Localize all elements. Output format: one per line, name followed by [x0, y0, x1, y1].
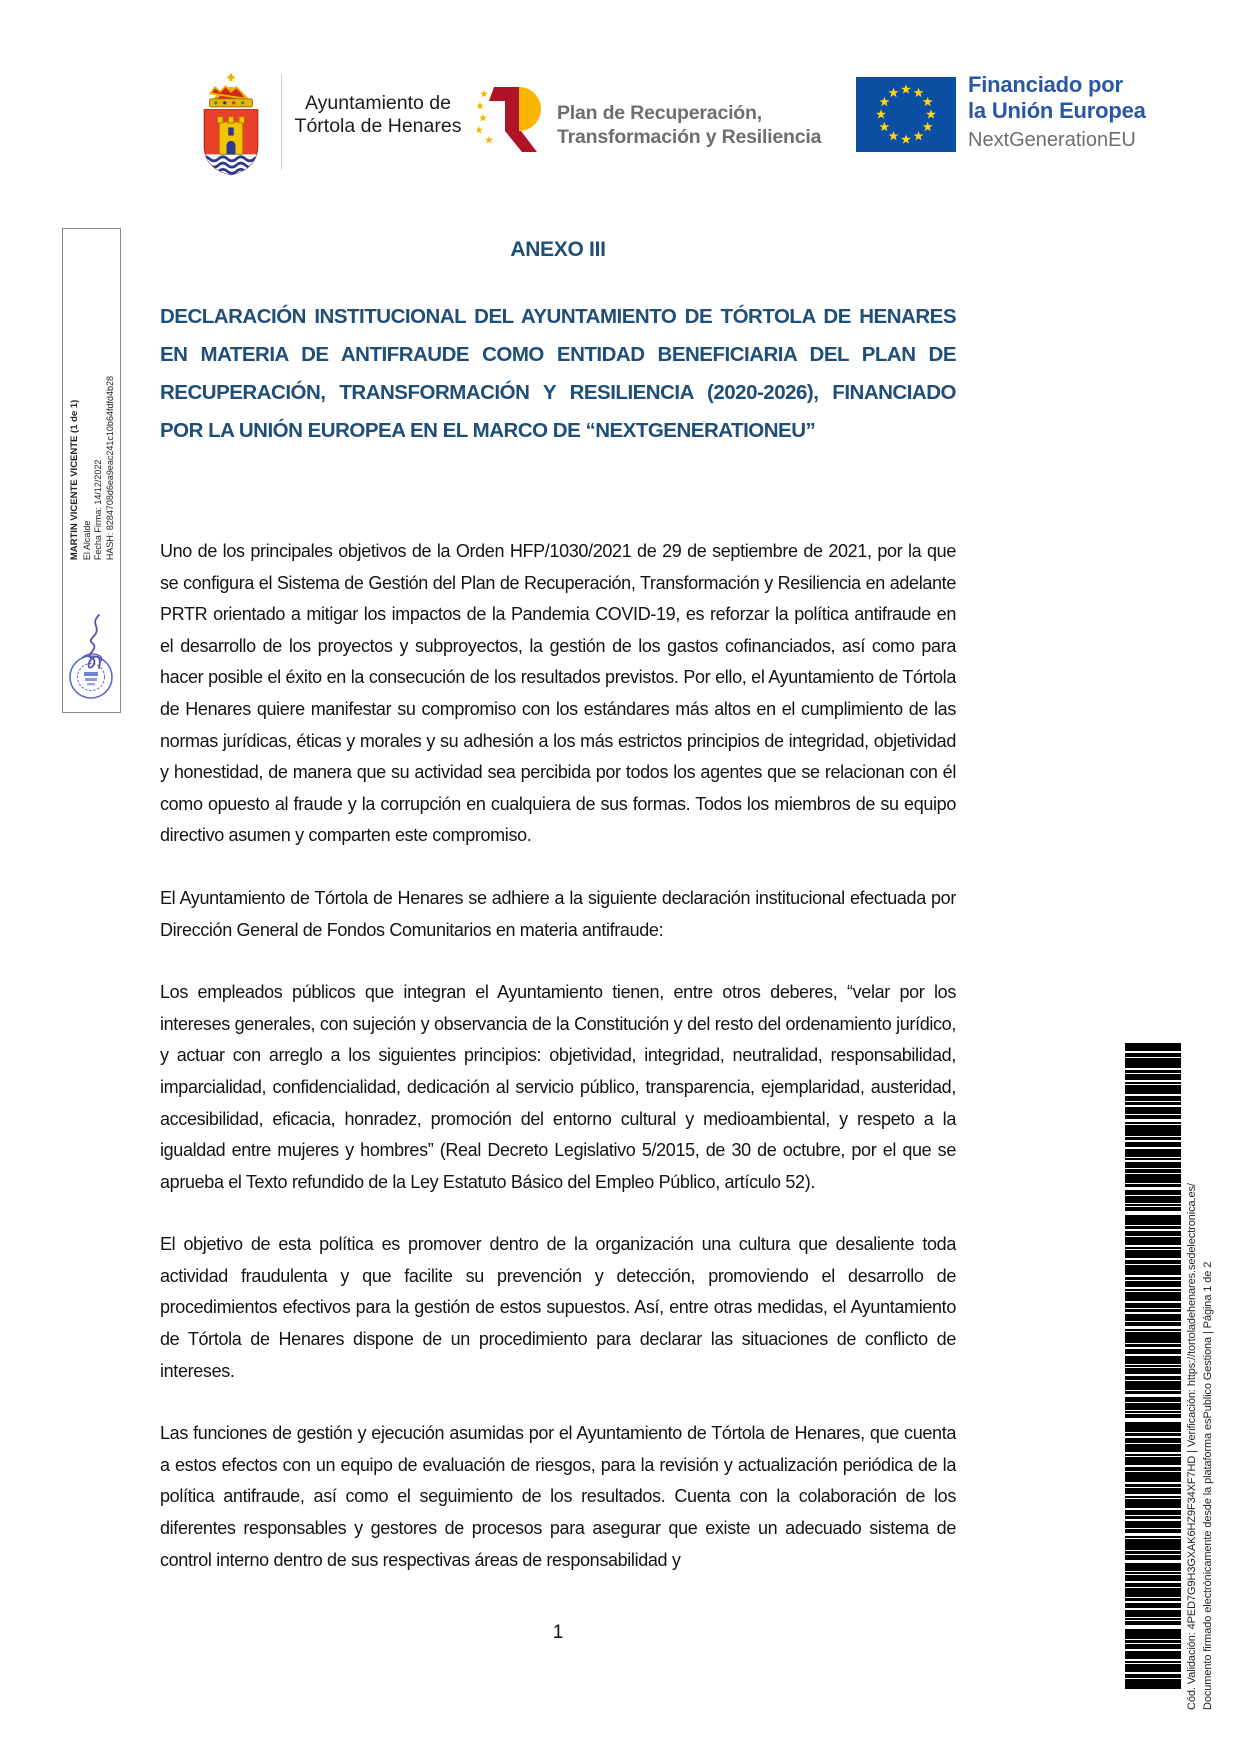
document-paragraphs	[160, 536, 956, 1576]
signer-name: MARTIN VICENTE VICENTE (1 de 1)	[69, 399, 80, 560]
platform-line: Documento firmado electrónicamente desde la plataforma esPublico Gestiona | Página 1 de 2	[1202, 1261, 1214, 1710]
paragraph-5: Las funciones de gestión y ejecución asumidas por el Ayuntamiento de Tórtola de Henares, que cuenta a estos efectos con un equipo de evaluación de riesgos, para la revisión y actualización periódica de la política antifraude, así como el seguimiento de los resultados. Cuenta con la colaboración de los diferentes responsables y gestores de procesos para asegurar que existe un adecuado sistema de control interno dentro de sus respectivas áreas de responsabilidad y	[160, 1423, 956, 1570]
municipality-name	[292, 92, 464, 138]
paragraph-4: El objetivo de esta política es promover dentro de la organización una cultura que desaliente toda actividad fraudulenta y que facilite su prevención y detección, promoviendo el desarrollo de procedimientos efectivos para la gestión de estos supuestos. Así, entre otras medidas, el Ayuntamiento de Tórtola de Henares dispone de un procedimiento para declarar las situaciones de conflicto de intereses.	[160, 1234, 956, 1381]
signature-date: Fecha Firma: 14/12/2022	[93, 459, 103, 560]
validation-code-line: Cód. Validación: 4PED7G9H3GXAK6HZ9F34XF7HD | Verificación: https://tortoladehenares.sedelectronica.es/	[1186, 1183, 1198, 1710]
eu-flag-icon	[856, 77, 956, 152]
eu-funded-line2: la Unión Europea	[968, 98, 1146, 123]
round-stamp-icon	[67, 653, 115, 701]
annex-title: ANEXO III	[510, 238, 606, 261]
paragraph-1: Uno de los principales objetivos de la Orden HFP/1030/2021 de 29 de septiembre de 2021, por la que se configura el Sistema de Gestión del Plan de Recuperación, Transformación y Resiliencia en adelante PRTR orientado a mitigar los impactos de la Pandemia COVID-19, es reforzar la política antifraude en el desarrollo de los proyectos y subproyectos, la gestión de los gastos cofinanciados, así como para hacer posible el éxito en la consecución de los resultados previstos. Por ello, el Ayuntamiento de Tórtola de Henares quiere manifestar su compromiso con los estándares más altos en el cumplimiento de las normas jurídicas, éticas y morales y su adhesión a los más estrictos principios de integridad, objetividad y honestidad, de manera que su actividad sea percibida por todos los agentes que se relacionan con él como opuesto al fraude y la corrupción en cualquiera de sus formas. Todos los miembros de su equipo directivo asumen y comparten este compromiso.	[160, 541, 956, 846]
header-divider	[281, 74, 282, 170]
signature-stamp-box	[62, 228, 121, 713]
barcode	[1125, 1043, 1181, 1693]
eu-nextgen-label: NextGenerationEU	[968, 129, 1136, 151]
eu-funding-text	[968, 72, 1146, 152]
municipal-coat-of-arms-icon	[188, 60, 274, 186]
eu-funded-line1: Financiado por	[968, 72, 1123, 97]
municipality-name-line2: Tórtola de Henares	[294, 115, 462, 137]
document-body	[160, 238, 956, 1576]
page-number: 1	[552, 1622, 564, 1643]
prtr-text-line2: Transformación y Resiliencia	[557, 126, 822, 148]
municipality-name-line1: Ayuntamiento de	[305, 92, 451, 114]
margin-verification-text	[1186, 950, 1215, 1710]
signature-hash: HASH: 8284708d6ea9eac241c10b64fdfd4b28	[104, 375, 115, 560]
document-heading: DECLARACIÓN INSTITUCIONAL DEL AYUNTAMIENTO DE TÓRTOLA DE HENARES EN MATERIA DE ANTIFRAUDE COMO ENTIDAD BENEFICIARIA DEL PLAN DE RECUPERACIÓN, TRANSFORMACIÓN Y RESILIENCIA (2020-2026), FINANCIADO POR LA UNIÓN EUROPEA EN EL MARCO DE “NEXTGENERATIONEU”	[160, 305, 956, 442]
prtr-logo-text	[557, 101, 821, 149]
prtr-logo-icon	[477, 84, 551, 154]
paragraph-2: El Ayuntamiento de Tórtola de Henares se adhiere a la siguiente declaración institucional efectuada por Dirección General de Fondos Comunitarios en materia antifraude:	[160, 887, 956, 940]
signer-role: El Alcalde	[81, 520, 92, 560]
paragraph-3: Los empleados públicos que integran el Ayuntamiento tienen, entre otros deberes, “velar por los intereses generales, con sujeción y observancia de la Constitución y del resto del ordenamiento jurídico, y actuar con arreglo a los siguientes principios: objetividad, integridad, neutralidad, responsabilidad, imparcialidad, confidencialidad, dedicación al servicio público, transparencia, ejemplaridad, austeridad, accesibilidad, eficacia, honradez, promoción del entorno cultural y medioambiental, y respeto a la igualdad entre mujeres y hombres” (Real Decreto Legislativo 5/2015, de 30 de octubre, por el que se aprueba el Texto refundido de la Ley Estatuto Básico del Empleo Público, artículo 52).	[160, 982, 956, 1192]
prtr-text-line1: Plan de Recuperación,	[557, 102, 762, 124]
signature-metadata	[70, 376, 115, 560]
